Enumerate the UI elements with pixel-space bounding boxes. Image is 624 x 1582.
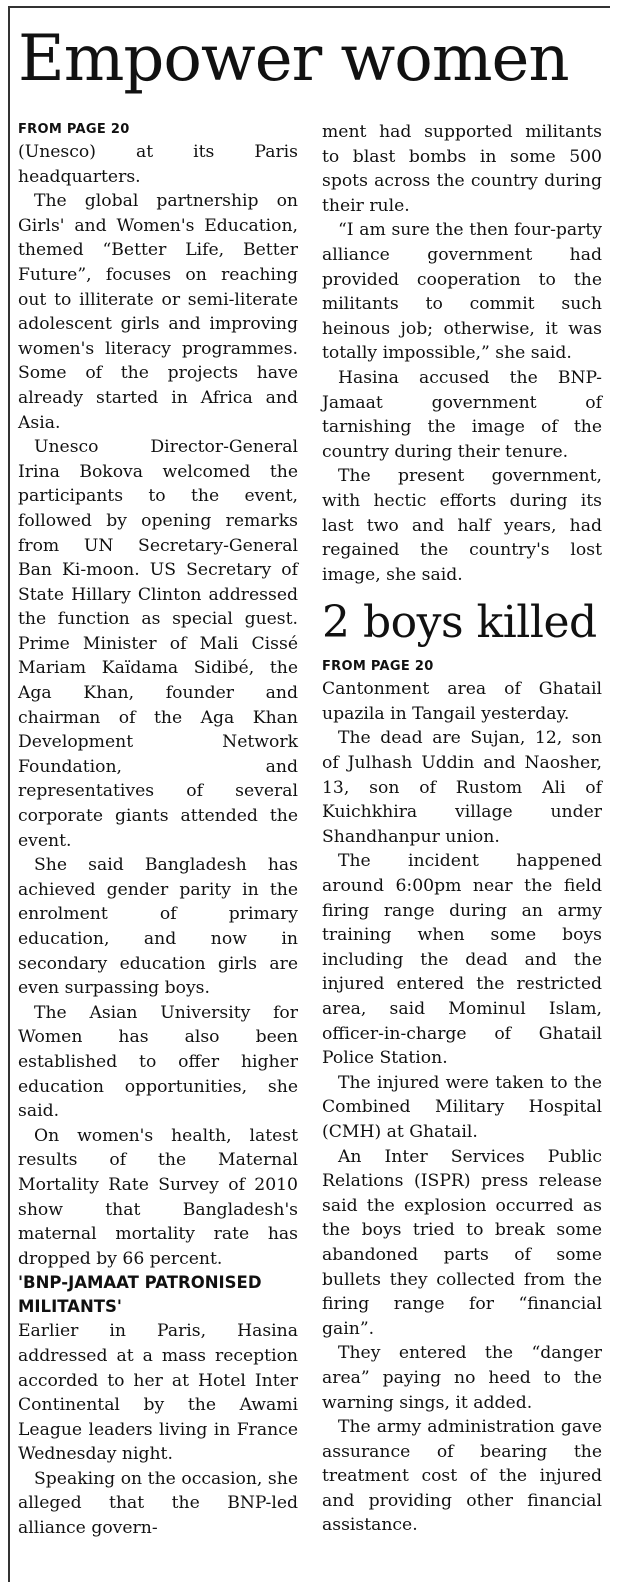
paragraph: The injured were taken to the Combined Military Hospital (CMH) at Ghatail. [322,1072,602,1142]
left-column [18,120,298,1541]
paragraph: An Inter Services Public Relations (ISPR) press release said the explosion occurred as the boys tried to break some abandoned parts of some bullets they collected from the firing range for “financial gain”. [322,1146,602,1339]
paragraph: The Asian University for Women has also been established to offer higher education opportunities, she said. [18,1002,298,1122]
headline-empower-women: Empower women [18,22,569,96]
paragraph: Hasina accused the BNP-Jamaat government of tarnishing the image of the country during their tenure. [322,367,602,462]
paragraph: She said Bangladesh has achieved gender parity in the enrolment of primary education, and now in secondary education girls are even surpassing boys. [18,855,298,999]
paragraph: The incident happened around 6:00pm near the field firing range during an army training when some boys including the dead and the injured entered the restricted area, said Mominul Islam, officer-in-charge of Ghatail Police Station. [322,851,602,1069]
paragraph: Cantonment area of Ghatail upazila in Tangail yesterday. [322,679,602,724]
headline-2-boys-killed: 2 boys killed [322,597,597,649]
byline: FROM PAGE 20 [322,659,434,675]
paragraph: They entered the “danger area” paying no heed to the warning sings, it added. [322,1343,602,1413]
top-rule [10,6,610,8]
paragraph: The army administration gave assurance of bearing the treatment cost of the injured and providing other financial assistance. [322,1417,602,1536]
byline: FROM PAGE 20 [18,122,130,137]
paragraph: The present government, with hectic efforts during its last two and half years, had regained the country's lost image, she said. [322,466,602,585]
paragraph: The global partnership on Girls' and Women's Education, themed “Better Life, Better Future”, focuses on reaching out to illiterate or semi-literate adolescent girls and improving women's literacy programmes. Some of the projects have already started in Africa and Asia. [18,191,298,433]
paragraph: Unesco Director-General Irina Bokova welcomed the participants to the event, followed by opening remarks from UN Secretary-General Ban Ki-moon. US Secretary of State Hillary Clinton addressed the function as special guest. Prime Minister of Mali Cissé Mariam Kaïdama Sidibé, the Aga Khan, founder and chairman of the Aga Khan Development Network Foundation, and representatives of several corporate giants attended the event. [18,437,298,851]
paragraph: Earlier in Paris, Hasina addressed at a mass reception accorded to her at Hotel Inter Continental by the Awami League leaders living in France Wednesday night. [18,1321,298,1465]
paragraph: “I am sure the then four-party alliance government had provided cooperation to the militants to commit such heinous job; otherwise, it was totally impossible,” she said. [322,220,602,364]
subhead: 'BNP-JAMAAT PATRONISED MILITANTS' [18,1273,262,1317]
paragraph: The dead are Sujan, 12, son of Julhash Uddin and Naosher, 13, son of Rustom Ali of Kuichkhira village under Shandhanpur union. [322,728,602,847]
left-rule [8,6,10,1582]
paragraph: Speaking on the occasion, she alleged that the BNP-led alliance govern- [18,1468,298,1539]
paragraph: On women's health, latest results of the Maternal Mortality Rate Survey of 2010 show that Bangladesh's maternal mortality rate has dropped by 66 percent. [18,1125,298,1269]
paragraph: ment had supported militants to blast bombs in some 500 spots across the country during their rule. [322,122,602,216]
paragraph: (Unesco) at its Paris headquarters. [18,142,298,187]
right-column [322,120,602,1538]
